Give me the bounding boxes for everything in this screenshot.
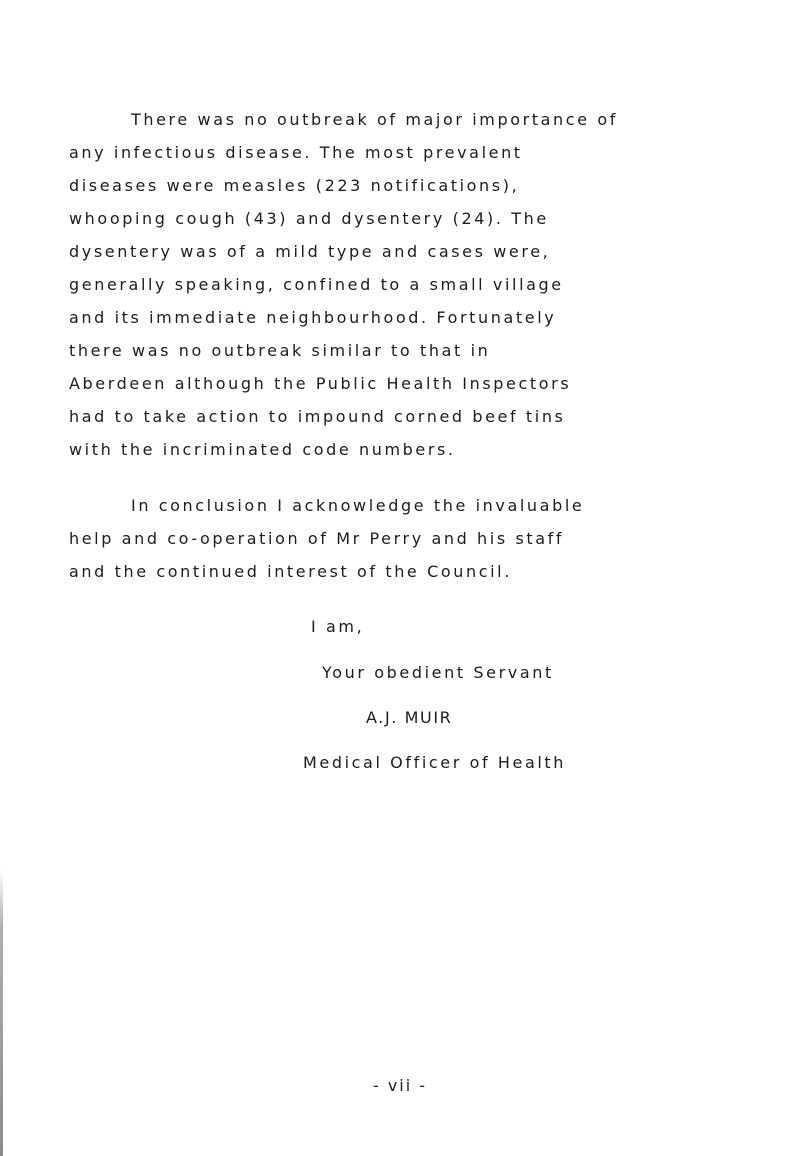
paragraph-line: diseases were measles (223 notifications), (69, 176, 520, 195)
valediction: Your obedient Servant (322, 663, 554, 682)
paragraph-line: and the continued interest of the Council. (69, 562, 512, 581)
page-number: - vii - (372, 1076, 428, 1095)
signatory-title: Medical Officer of Health (303, 753, 567, 772)
salutation: I am, (311, 617, 365, 636)
paragraph-line: Aberdeen although the Public Health Inspectors (69, 374, 572, 393)
scan-edge-shadow (0, 870, 3, 1156)
paragraph-line: whooping cough (43) and dysentery (24). The (69, 209, 549, 228)
paragraph-line: There was no outbreak of major importance of (131, 110, 618, 129)
paragraph-line: there was no outbreak similar to that in (69, 341, 491, 360)
paragraph-line: with the incriminated code numbers. (69, 440, 456, 459)
paragraph-line: any infectious disease. The most prevalent (69, 143, 523, 162)
paragraph-line: In conclusion I acknowledge the invaluable (131, 496, 585, 515)
paragraph-line: dysentery was of a mild type and cases were, (69, 242, 551, 261)
paragraph-line: and its immediate neighbourhood. Fortunately (69, 308, 557, 327)
paragraph-line: help and co-operation of Mr Perry and his staff (69, 529, 565, 548)
paragraph-line: generally speaking, confined to a small village (69, 275, 564, 294)
paragraph-line: had to take action to impound corned beef tins (69, 407, 566, 426)
signatory-name: A.J. MUIR (366, 708, 453, 727)
